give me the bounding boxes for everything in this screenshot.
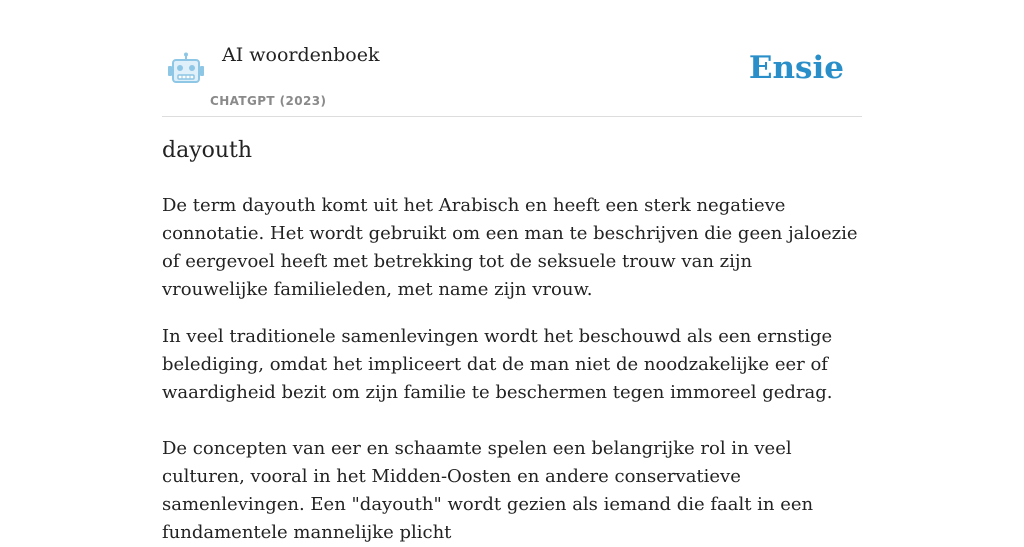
definition-paragraph: De term dayouth komt uit het Arabisch en heeft een sterk negatieve connotatie. Het wordt gebruikt om een man te beschrijven die geen jaloezie of eergevoel heeft met betrekking tot de seksuele trouw van zijn vrouwelijke familieleden, met name zijn vrouw. xyxy=(162,195,858,300)
entry-term: dayouth xyxy=(162,138,253,163)
ensie-logo[interactable]: Ensie xyxy=(748,50,844,86)
robot-icon xyxy=(166,52,206,88)
source-label: CHATGPT (2023) xyxy=(210,94,327,108)
definition-paragraph: In veel traditionele samenlevingen wordt het beschouwd als een ernstige belediging, omdat het impliceert dat de man niet de noodzakelijke eer of waardigheid bezit om zijn familie te beschermen tegen immoreel gedrag. De concepten van eer en schaamte spelen een belangrijke rol in veel culturen, vooral in het Midden-Oosten en andere conservatieve samenlevingen. Een "dayouth" wordt gezien als iemand die faalt in een fundamentele mannelijke plicht xyxy=(162,326,833,543)
header xyxy=(162,38,862,117)
dictionary-title[interactable]: AI woordenboek xyxy=(222,44,380,66)
entry-definition xyxy=(162,192,862,547)
